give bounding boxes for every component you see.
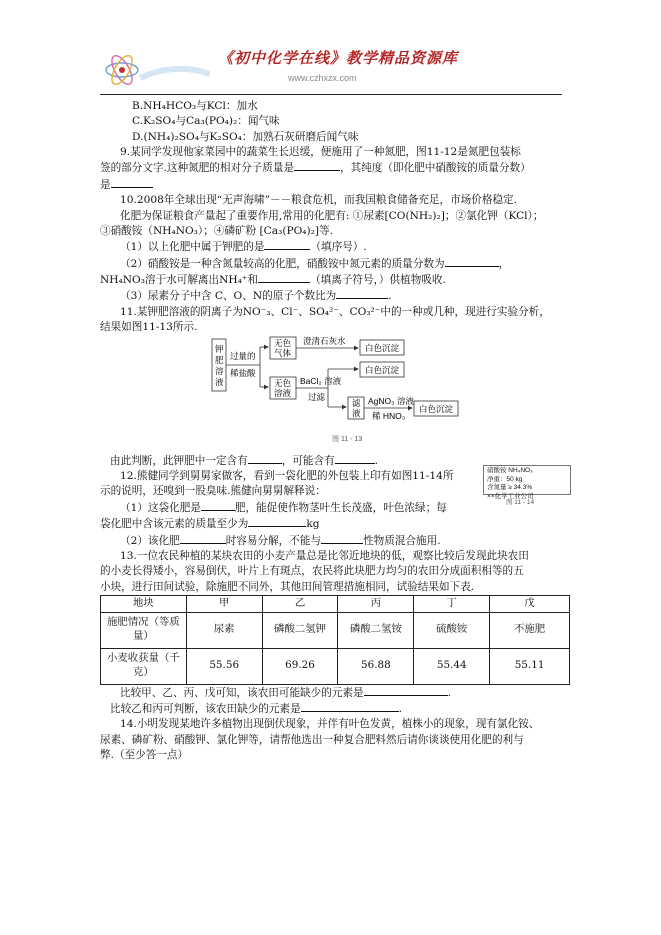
ppt1-label: 白色沉淀 xyxy=(365,343,400,354)
q10-line2: 化肥为保证粮食产量起了重要作用,常用的化肥有: ①尿素[CO(NH₂)₂]；②氯化钾（KCl）； xyxy=(120,209,544,222)
hno3-label: 稀 HNO₃ xyxy=(372,411,406,422)
label-line-4: ××化学工业公司 xyxy=(487,492,534,500)
table-cell: 56.88 xyxy=(338,648,414,684)
q14-line1: 14.小明发现某地许多植物出现倒伏现象，并伴有叶色发黄，植株小的现象，现有氯化铵、 xyxy=(120,718,540,731)
q12-sub1-cont: 袋化肥中含该元素的质量至少为 kg xyxy=(100,518,320,531)
q12-sub1: （1）这袋化肥是 肥，能促使作物茎叶生长茂盛，叶色浓绿；每 xyxy=(120,501,447,514)
filtrate-label-1: 滤 xyxy=(352,398,361,409)
q13-conclusion-2: 比较乙和丙可判断，该农田缺少的元素是 . xyxy=(110,702,403,715)
table-header-cell: 戊 xyxy=(490,595,570,612)
potash-label-2: 肥 xyxy=(215,355,224,366)
header-divider xyxy=(100,94,562,95)
q9-line3: 是 xyxy=(100,177,570,193)
table-row xyxy=(101,648,570,684)
q12-line1: 12.熊健同学到舅舅家做客，看到一袋化肥的外包装上印有如图11-14所 xyxy=(120,470,454,483)
q9-line2: 签的部分文字.这种氮肥的相对分子质量是 ，其纯度（即化肥中硝酸铵的质量分数） xyxy=(100,162,531,175)
q10-sub1: （1）以上化肥中属于钾肥的是 （填序号）. xyxy=(120,241,367,254)
table-cell: 55.56 xyxy=(186,648,262,684)
table-cell: 69.26 xyxy=(262,648,338,684)
table-header-cell: 乙 xyxy=(262,595,338,612)
q13-conclusion-1: 比较甲、乙、丙、戊可知，该农田可能缺少的元素是 . xyxy=(120,686,452,699)
label-line-3: 含氮量 ≥ 34.3% xyxy=(487,484,533,492)
table-cell: 不施肥 xyxy=(490,612,570,648)
filter-label: 过滤 xyxy=(308,392,326,403)
header-url: www.czhxzx.com xyxy=(288,73,357,83)
q10-sub2-cont: NH₄NO₃溶于水可解离出NH₄⁺和 （填离子符号，）供植物吸收. xyxy=(100,273,446,286)
table-header-row xyxy=(101,595,570,612)
q12-sub2: （2）该化肥 时容易分解，不能与 性物质混合施用. xyxy=(120,534,441,547)
q8-option-c: C.K₂SO₄与Ca₃(PO₄)₂：闻气味 xyxy=(132,115,280,128)
reagent-hcl-b: 稀盐酸 xyxy=(230,368,256,379)
q10-sub2: （2）硝酸铵是一种含氮量较高的化肥，硝酸铵中氮元素的质量分数为 ， xyxy=(120,257,510,270)
reagent-hcl-a: 过量的 xyxy=(230,351,256,362)
table-cell: 尿素 xyxy=(186,612,262,648)
q11-line1: 11.某钾肥溶液的阴离子为NO⁻₃、Cl⁻、SO₄²⁻、CO₃²⁻中的一种或几种，现进行实验分析， xyxy=(120,305,550,318)
ppt2-label: 白色沉淀 xyxy=(365,365,400,376)
page-header xyxy=(100,44,562,96)
q10-line1: 10.2008年全球出现“无声海啸”－－粮食危机，而我国粮食储备充足，市场价格稳定. xyxy=(120,194,518,207)
table-header-cell: 地块 xyxy=(101,595,187,612)
q8-option-b: B.NH₄HCO₃与KCl：加水 xyxy=(132,100,258,112)
gas-label-2: 气体 xyxy=(274,348,292,359)
potash-label-3: 溶 xyxy=(215,366,224,377)
document-body xyxy=(100,99,570,763)
agno3-label: AgNO₃ 溶液 xyxy=(368,396,414,407)
table-cell: 硫酸铵 xyxy=(414,612,490,648)
limewater-label: 澄清石灰水 xyxy=(303,336,346,347)
filtrate-label-2: 液 xyxy=(352,408,361,419)
table-cell: 磷酸二氢铵 xyxy=(338,612,414,648)
ppt3-label: 白色沉淀 xyxy=(419,404,454,415)
q9-line1: 9.某同学发现他家菜园中的蔬菜生长迟缓，便施用了一种氮肥，图11-12是氮肥包装标 xyxy=(120,146,521,159)
bacl2-label: BaCl₂ 溶液 xyxy=(300,376,342,387)
flow-diagram-11-13 xyxy=(100,335,570,447)
label-caption: 图 11 - 14 xyxy=(506,499,535,507)
q14-line3: 弊.（至少答一点） xyxy=(100,748,189,761)
table-cell: 磷酸二氢钾 xyxy=(262,612,338,648)
gas-label-1: 无色 xyxy=(274,338,292,349)
table-header-cell: 丁 xyxy=(414,595,490,612)
atom-logo-icon xyxy=(100,44,210,92)
q13-line1: 13.一位农民种植的某块农田的小麦产量总是比邻近地块的低，观察比较后发现此块农田 xyxy=(120,549,529,562)
table-cell: 施肥情况（等质量） xyxy=(101,612,187,648)
table-header-cell: 甲 xyxy=(186,595,262,612)
potash-label-1: 钾 xyxy=(215,344,224,355)
label-line-2: 净重：50 kg xyxy=(487,475,523,483)
table-cell: 55.11 xyxy=(490,648,570,684)
solution-label-2: 溶液 xyxy=(274,388,292,399)
q8-option-d: D.(NH₄)₂SO₄与K₂SO₄：加熟石灰研磨后闻气味 xyxy=(132,130,359,143)
q13-line2: 的小麦长得矮小，容易倒伏，叶片上有斑点，农民将此块肥力均匀的农田分成面积相等的五 xyxy=(100,565,524,578)
q14-line2: 尿素、磷矿粉、硝酸钾、氯化钾等，请帮他选出一种复合肥料然后请你谈谈使用化肥的利与 xyxy=(100,733,524,746)
q13-results-table xyxy=(100,595,570,685)
table-cell: 小麦收获量（千克） xyxy=(101,648,187,684)
table-header-cell: 丙 xyxy=(338,595,414,612)
table-cell: 55.44 xyxy=(414,648,490,684)
label-line-1: 硝酸铵 NH₄NO₃ xyxy=(487,467,533,475)
q11-line2: 结果如图11-13所示. xyxy=(100,321,198,334)
q12-line2: 示的说明，还嗅到一股臭味.熊健向舅舅解释说： xyxy=(100,485,326,498)
diagram-caption: 图 11 - 13 xyxy=(332,436,363,444)
q13-line3: 小块，进行田间试验，除施肥不同外，其他田间管理措施相同，试验结果如下表. xyxy=(100,580,475,593)
header-title: 《初中化学在线》教学精品资源库 xyxy=(218,49,459,67)
potash-label-4: 液 xyxy=(215,377,224,388)
table-row xyxy=(101,612,570,648)
q10-sub3: （3）尿素分子中含 C、O、N的原子个数比为 . xyxy=(120,290,392,303)
q11-conclusion: 由此判断，此钾肥中一定含有 ，可能含有 . xyxy=(110,454,379,467)
solution-label-1: 无色 xyxy=(274,378,292,389)
q12-block xyxy=(100,469,570,549)
fertilizer-label-image xyxy=(483,465,571,500)
q10-line3: ③硝酸铵（NH₄NO₃）；④磷矿粉 [Ca₃(PO₄)₂]等. xyxy=(100,224,334,237)
